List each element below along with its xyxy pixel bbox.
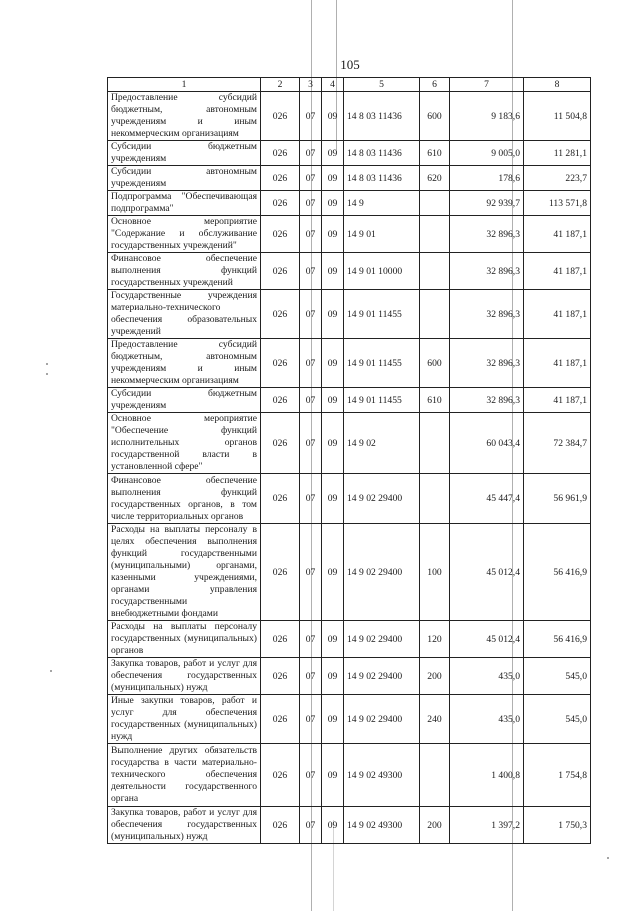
row-amount-year2: 41 187,1 xyxy=(524,339,591,388)
row-subsection-code: 09 xyxy=(322,524,344,621)
row-amount-year2: 56 416,9 xyxy=(524,621,591,658)
row-grbs-code: 026 xyxy=(261,413,300,474)
row-amount-year2: 11 504,8 xyxy=(524,92,591,141)
row-target-code: 14 9 02 29400 xyxy=(344,695,420,744)
row-target-code: 14 9 xyxy=(344,191,420,216)
row-description: Финансовое обеспечение выполнения функций государственных органов, в том числе территориальных органов xyxy=(108,474,261,524)
column-header: 7 xyxy=(450,78,524,92)
row-amount-year1: 435,0 xyxy=(450,695,524,744)
row-description: Выполнение других обязательств государства в части материально-технического обеспечения деятельности государственного органа xyxy=(108,744,261,807)
table-row xyxy=(108,807,591,844)
row-subsection-code: 09 xyxy=(322,141,344,166)
row-amount-year1: 1 397,2 xyxy=(450,807,524,844)
row-amount-year2: 72 384,7 xyxy=(524,413,591,474)
column-header: 6 xyxy=(420,78,450,92)
row-grbs-code: 026 xyxy=(261,807,300,844)
row-expense-type: 100 xyxy=(420,524,450,621)
row-amount-year1: 45 012,4 xyxy=(450,524,524,621)
row-subsection-code: 09 xyxy=(322,744,344,807)
row-expense-type: 610 xyxy=(420,141,450,166)
page-number: 105 xyxy=(340,57,360,72)
row-amount-year2: 1 754,8 xyxy=(524,744,591,807)
row-amount-year1: 60 043,4 xyxy=(450,413,524,474)
row-amount-year1: 32 896,3 xyxy=(450,388,524,413)
row-description: Закупка товаров, работ и услуг для обеспечения государственных (муниципальных) нужд xyxy=(108,658,261,695)
row-description: Подпрограмма "Обеспечивающая подпрограмма" xyxy=(108,191,261,216)
row-amount-year2: 11 281,1 xyxy=(524,141,591,166)
row-subsection-code: 09 xyxy=(322,658,344,695)
row-amount-year1: 1 400,8 xyxy=(450,744,524,807)
row-expense-type: 620 xyxy=(420,166,450,191)
table-row xyxy=(108,388,591,413)
table-row xyxy=(108,621,591,658)
row-amount-year2: 41 187,1 xyxy=(524,388,591,413)
row-amount-year2: 41 187,1 xyxy=(524,253,591,290)
row-expense-type: 600 xyxy=(420,92,450,141)
row-grbs-code: 026 xyxy=(261,253,300,290)
row-section-code: 07 xyxy=(300,807,322,844)
table-row xyxy=(108,524,591,621)
row-expense-type: 240 xyxy=(420,695,450,744)
row-amount-year2: 545,0 xyxy=(524,658,591,695)
row-grbs-code: 026 xyxy=(261,166,300,191)
row-amount-year1: 32 896,3 xyxy=(450,290,524,339)
row-amount-year1: 435,0 xyxy=(450,658,524,695)
row-target-code: 14 9 02 29400 xyxy=(344,621,420,658)
table-row xyxy=(108,191,591,216)
row-amount-year1: 32 896,3 xyxy=(450,339,524,388)
row-subsection-code: 09 xyxy=(322,166,344,191)
row-expense-type: 200 xyxy=(420,807,450,844)
row-description: Финансовое обеспечение выполнения функций государственных учреждений xyxy=(108,253,261,290)
row-section-code: 07 xyxy=(300,216,322,253)
row-subsection-code: 09 xyxy=(322,216,344,253)
row-target-code: 14 9 02 29400 xyxy=(344,658,420,695)
row-section-code: 07 xyxy=(300,621,322,658)
row-description: Расходы на выплаты персоналу в целях обеспечения выполнения функций государственными (муниципальными) органами, казенными учреждениями, органами управления государственными внебюджетными фондами xyxy=(108,524,261,621)
row-target-code: 14 9 02 49300 xyxy=(344,744,420,807)
row-target-code: 14 8 03 11436 xyxy=(344,166,420,191)
row-expense-type xyxy=(420,744,450,807)
row-amount-year1: 92 939,7 xyxy=(450,191,524,216)
row-grbs-code: 026 xyxy=(261,658,300,695)
row-subsection-code: 09 xyxy=(322,621,344,658)
row-amount-year2: 41 187,1 xyxy=(524,290,591,339)
table-row xyxy=(108,141,591,166)
table-row xyxy=(108,290,591,339)
row-section-code: 07 xyxy=(300,166,322,191)
row-amount-year1: 45 447,4 xyxy=(450,474,524,524)
row-section-code: 07 xyxy=(300,253,322,290)
row-amount-year2: 113 571,8 xyxy=(524,191,591,216)
row-grbs-code: 026 xyxy=(261,191,300,216)
row-grbs-code: 026 xyxy=(261,744,300,807)
row-expense-type xyxy=(420,290,450,339)
row-target-code: 14 8 03 11436 xyxy=(344,92,420,141)
scan-speck xyxy=(46,363,48,365)
row-subsection-code: 09 xyxy=(322,474,344,524)
row-section-code: 07 xyxy=(300,413,322,474)
table-row xyxy=(108,166,591,191)
row-grbs-code: 026 xyxy=(261,141,300,166)
row-grbs-code: 026 xyxy=(261,474,300,524)
table-row xyxy=(108,339,591,388)
row-subsection-code: 09 xyxy=(322,290,344,339)
row-subsection-code: 09 xyxy=(322,339,344,388)
row-description: Предоставление субсидий бюджетным, автономным учреждениям и иным некоммерческим организациям xyxy=(108,339,261,388)
row-expense-type: 120 xyxy=(420,621,450,658)
row-subsection-code: 09 xyxy=(322,92,344,141)
row-expense-type: 200 xyxy=(420,658,450,695)
row-amount-year1: 32 896,3 xyxy=(450,253,524,290)
row-target-code: 14 9 01 10000 xyxy=(344,253,420,290)
row-grbs-code: 026 xyxy=(261,92,300,141)
row-target-code: 14 9 02 29400 xyxy=(344,474,420,524)
scan-speck xyxy=(46,373,48,375)
row-grbs-code: 026 xyxy=(261,290,300,339)
row-amount-year2: 56 961,9 xyxy=(524,474,591,524)
row-description: Иные закупки товаров, работ и услуг для обеспечения государственных (муниципальных) нужд xyxy=(108,695,261,744)
row-target-code: 14 9 02 49300 xyxy=(344,807,420,844)
row-description: Государственные учреждения материально-технического обеспечения образовательных учреждений xyxy=(108,290,261,339)
column-header: 1 xyxy=(108,78,261,92)
row-amount-year1: 178,6 xyxy=(450,166,524,191)
table-row xyxy=(108,658,591,695)
row-expense-type xyxy=(420,474,450,524)
column-header: 2 xyxy=(261,78,300,92)
budget-table xyxy=(107,77,591,844)
row-description: Основное мероприятие "Содержание и обслуживание государственных учреждений" xyxy=(108,216,261,253)
table-row xyxy=(108,253,591,290)
row-section-code: 07 xyxy=(300,695,322,744)
row-description: Субсидии автономным учреждениям xyxy=(108,166,261,191)
row-grbs-code: 026 xyxy=(261,388,300,413)
row-amount-year2: 41 187,1 xyxy=(524,216,591,253)
row-description: Закупка товаров, работ и услуг для обеспечения государственных (муниципальных) нужд xyxy=(108,807,261,844)
scan-speck xyxy=(50,670,52,672)
row-description: Расходы на выплаты персоналу государственных (муниципальных) органов xyxy=(108,621,261,658)
row-expense-type xyxy=(420,253,450,290)
row-subsection-code: 09 xyxy=(322,253,344,290)
row-target-code: 14 9 02 29400 xyxy=(344,524,420,621)
row-subsection-code: 09 xyxy=(322,413,344,474)
row-target-code: 14 9 01 xyxy=(344,216,420,253)
row-section-code: 07 xyxy=(300,191,322,216)
row-section-code: 07 xyxy=(300,141,322,166)
header-row xyxy=(108,78,591,92)
row-target-code: 14 9 01 11455 xyxy=(344,339,420,388)
row-section-code: 07 xyxy=(300,339,322,388)
row-grbs-code: 026 xyxy=(261,524,300,621)
row-subsection-code: 09 xyxy=(322,695,344,744)
scan-speck xyxy=(607,857,609,859)
column-header: 4 xyxy=(322,78,344,92)
row-grbs-code: 026 xyxy=(261,621,300,658)
column-header: 3 xyxy=(300,78,322,92)
row-description: Предоставление субсидий бюджетным, автономным учреждениям и иным некоммерческим организациям xyxy=(108,92,261,141)
row-amount-year1: 9 005,0 xyxy=(450,141,524,166)
row-section-code: 07 xyxy=(300,92,322,141)
table-row xyxy=(108,216,591,253)
row-target-code: 14 9 01 11455 xyxy=(344,388,420,413)
row-section-code: 07 xyxy=(300,388,322,413)
row-grbs-code: 026 xyxy=(261,216,300,253)
row-description: Субсидии бюджетным учреждениям xyxy=(108,141,261,166)
row-grbs-code: 026 xyxy=(261,695,300,744)
row-section-code: 07 xyxy=(300,474,322,524)
row-section-code: 07 xyxy=(300,744,322,807)
row-expense-type xyxy=(420,413,450,474)
row-expense-type xyxy=(420,191,450,216)
row-amount-year2: 1 750,3 xyxy=(524,807,591,844)
table-row xyxy=(108,744,591,807)
row-target-code: 14 9 02 xyxy=(344,413,420,474)
row-amount-year2: 56 416,9 xyxy=(524,524,591,621)
table-row xyxy=(108,92,591,141)
row-subsection-code: 09 xyxy=(322,388,344,413)
row-expense-type: 610 xyxy=(420,388,450,413)
row-description: Субсидии бюджетным учреждениям xyxy=(108,388,261,413)
column-header: 8 xyxy=(524,78,591,92)
column-header: 5 xyxy=(344,78,420,92)
table-row xyxy=(108,413,591,474)
row-expense-type: 600 xyxy=(420,339,450,388)
row-description: Основное мероприятие "Обеспечение функций исполнительных органов государственной власти в установленной сфере" xyxy=(108,413,261,474)
row-amount-year1: 45 012,4 xyxy=(450,621,524,658)
table-row xyxy=(108,474,591,524)
row-section-code: 07 xyxy=(300,658,322,695)
row-expense-type xyxy=(420,216,450,253)
row-section-code: 07 xyxy=(300,290,322,339)
row-target-code: 14 9 01 11455 xyxy=(344,290,420,339)
row-target-code: 14 8 03 11436 xyxy=(344,141,420,166)
table-row xyxy=(108,695,591,744)
row-subsection-code: 09 xyxy=(322,191,344,216)
row-amount-year1: 32 896,3 xyxy=(450,216,524,253)
row-section-code: 07 xyxy=(300,524,322,621)
row-amount-year2: 545,0 xyxy=(524,695,591,744)
row-subsection-code: 09 xyxy=(322,807,344,844)
row-amount-year1: 9 183,6 xyxy=(450,92,524,141)
row-grbs-code: 026 xyxy=(261,339,300,388)
row-amount-year2: 223,7 xyxy=(524,166,591,191)
